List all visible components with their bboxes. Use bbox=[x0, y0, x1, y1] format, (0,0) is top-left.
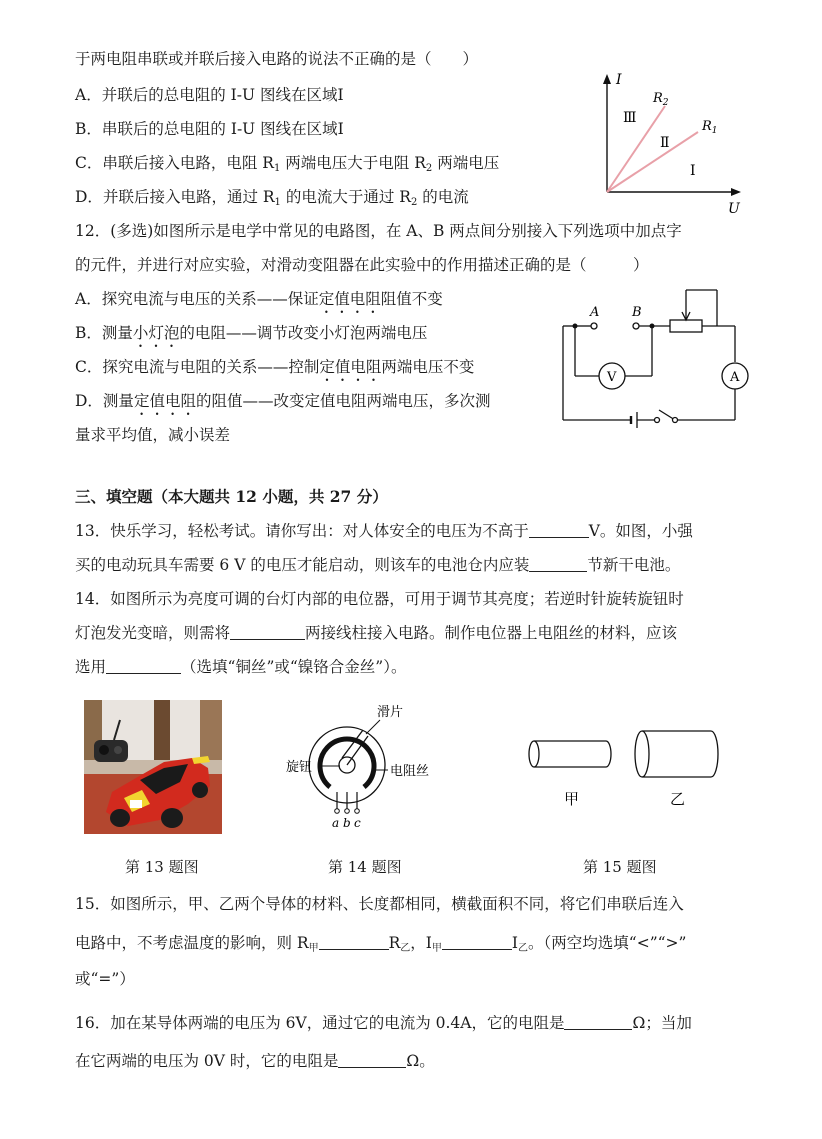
q14-blank-1[interactable] bbox=[230, 623, 305, 640]
section-3-title: 三、填空题（本大题共 12 小题，共 27 分） bbox=[75, 487, 388, 506]
q13-blank-2[interactable] bbox=[529, 555, 587, 572]
conductors-diagram bbox=[520, 720, 730, 815]
q12-option-c: C．探究电流与电阻的关系——控制定值电阻两端电压不变 bbox=[75, 358, 475, 376]
circuit-voltmeter-label: V bbox=[607, 370, 617, 385]
q11-option-d: D．并联后接入电路，通过 $R_1$ 的电流大于通过 $R_2$ 的电流 bbox=[75, 188, 469, 208]
q15-blank-2[interactable] bbox=[442, 933, 512, 950]
circuit-diagram bbox=[555, 280, 770, 440]
iu-graph bbox=[590, 70, 750, 215]
q12-option-a: A．探究电流与电压的关系——保证定值电阻阻值不变 bbox=[75, 290, 443, 308]
graph-y-label: I bbox=[616, 72, 622, 88]
q11-option-c: C．串联后接入电路，电阻 $R_1$ 两端电压大于电阻 $R_2$ 两端电压 bbox=[75, 154, 500, 174]
pot-knob-label: 旋钮 bbox=[286, 760, 313, 775]
q13-line1: 13．快乐学习，轻松考试。请你写出：对人体安全的电压为不高于 V。如图，小强 bbox=[75, 522, 693, 540]
q15-line1: 15．如图所示，甲、乙两个导体的材料、长度都相同，横截面积不同，将它们串联后连入 bbox=[75, 895, 684, 913]
q15-line3: 或“=”） bbox=[75, 970, 135, 988]
q11-option-a: A．并联后的总电阻的 I-U 图线在区域Ⅰ bbox=[75, 86, 344, 104]
q12-line2: 的元件，并进行对应实验，对滑动变阻器在此实验中的作用描述正确的是（ ） bbox=[75, 256, 649, 274]
graph-line-r2: $R_2$ bbox=[653, 91, 669, 108]
pot-slider-label: 滑片 bbox=[377, 705, 404, 720]
q11-option-b: B．串联后的总电阻的 I-U 图线在区域Ⅰ bbox=[75, 120, 344, 138]
q11-stem-tail: 于两电阻串联或并联后接入电路的说法不正确的是（ ） bbox=[75, 50, 479, 68]
circuit-ammeter-label: A bbox=[730, 370, 740, 385]
q16-blank-2[interactable] bbox=[338, 1051, 406, 1068]
q12-option-d-cont: 量求平均值，减小误差 bbox=[75, 426, 231, 444]
q16-line2: 在它两端的电压为 0V 时，它的电阻是 Ω。 bbox=[75, 1052, 435, 1070]
q13-line2: 买的电动玩具车需要 6 V 的电压才能启动，则该车的电池仓内应装 节新干电池。 bbox=[75, 556, 681, 574]
q16-blank-1[interactable] bbox=[564, 1013, 632, 1030]
q12-line1: 12．(多选)如图所示是电学中常见的电路图，在 A、B 两点间分别接入下列选项中加点字 bbox=[75, 222, 682, 240]
q14-line3: 选用 （选填“铜丝”或“镍铬合金丝”）。 bbox=[75, 658, 407, 676]
q14-line2: 灯泡发光变暗，则需将 两接线柱接入电路。制作电位器上电阻丝的材料，应该 bbox=[75, 624, 678, 642]
q15-blank-1[interactable] bbox=[319, 933, 389, 950]
figure-15-caption: 第 15 题图 bbox=[583, 858, 657, 876]
q14-blank-2[interactable] bbox=[106, 657, 181, 674]
q14-line1: 14．如图所示为亮度可调的台灯内部的电位器，可用于调节其亮度；若逆时针旋转旋钮时 bbox=[75, 590, 684, 608]
pot-terminal-b: b bbox=[343, 816, 351, 830]
pot-wire-label: 电阻丝 bbox=[390, 764, 430, 779]
graph-region-2: Ⅱ bbox=[660, 135, 670, 151]
pot-terminal-c: c bbox=[354, 816, 361, 830]
graph-region-3: Ⅲ bbox=[623, 110, 637, 126]
q13-blank-1[interactable] bbox=[529, 521, 589, 538]
conductor-yi-label: 乙 bbox=[670, 790, 686, 808]
circuit-point-b: B bbox=[632, 305, 642, 320]
q12-option-b: B．测量小灯泡的电阻——调节改变小灯泡两端电压 bbox=[75, 324, 428, 342]
circuit-point-a: A bbox=[590, 305, 600, 320]
conductor-jia-label: 甲 bbox=[564, 790, 580, 808]
graph-region-1: Ⅰ bbox=[690, 163, 696, 179]
toy-car-photo bbox=[84, 700, 222, 834]
q15-line2: 电路中，不考虑温度的影响，则 $R_甲$ $R_乙$，$I_甲$ $I_乙$。（两空均选填“<”“>” bbox=[75, 934, 687, 954]
figure-13-caption: 第 13 题图 bbox=[125, 858, 199, 876]
q12-option-d: D．测量定值电阻的阻值——改变定值电阻两端电压，多次测 bbox=[75, 392, 491, 410]
graph-x-label: U bbox=[728, 201, 740, 215]
potentiometer-diagram bbox=[280, 700, 470, 835]
q16-line1: 16．加在某导体两端的电压为 6V，通过它的电流为 0.4A，它的电阻是 Ω；当加 bbox=[75, 1014, 692, 1032]
pot-terminal-a: a bbox=[332, 816, 340, 830]
graph-line-r1: $R_1$ bbox=[702, 119, 718, 136]
figure-14-caption: 第 14 题图 bbox=[328, 858, 402, 876]
